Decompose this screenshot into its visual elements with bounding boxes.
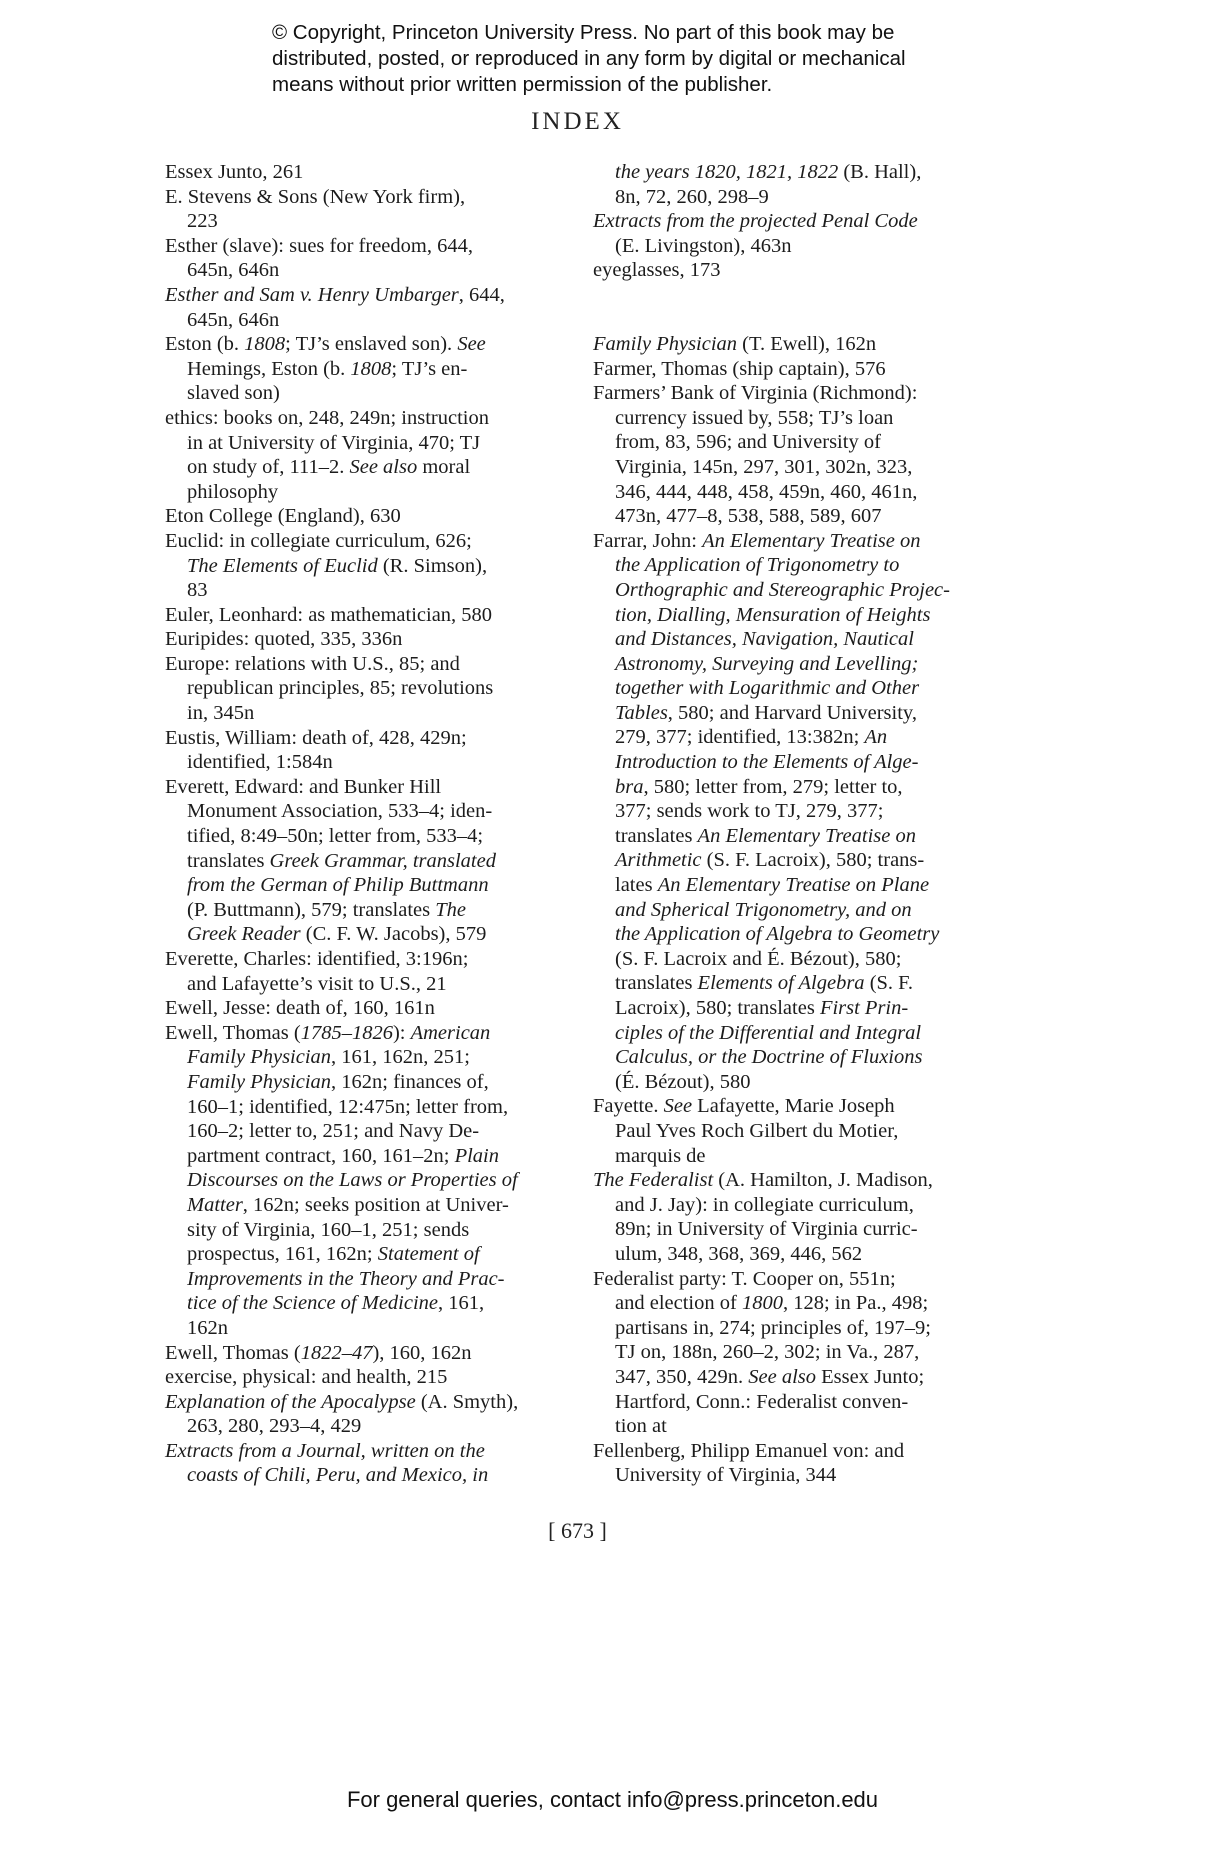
index-entry-line: Eustis, William: death of, 428, 429n; xyxy=(165,726,467,749)
index-entry-line: ulum, 348, 368, 369, 446, 562 xyxy=(615,1242,863,1265)
index-entry-line: Arithmetic (S. F. Lacroix), 580; trans- xyxy=(615,849,925,872)
index-entry xyxy=(165,1365,585,1390)
index-entry-line: philosophy xyxy=(187,480,279,503)
index-entry xyxy=(165,185,585,234)
index-entry-line: marquis de xyxy=(615,1144,706,1167)
index-entry-line: translates Elements of Algebra (S. F. xyxy=(615,972,914,995)
index-entry-line: Ewell, Jesse: death of, 160, 161n xyxy=(165,997,435,1020)
index-entry-line: TJ on, 188n, 260–2, 302; in Va., 287, xyxy=(615,1341,920,1364)
index-entry-line: The Federalist (A. Hamilton, J. Madison, xyxy=(593,1169,933,1192)
index-entry-line: Paul Yves Roch Gilbert du Motier, xyxy=(615,1119,899,1142)
index-entry xyxy=(593,357,1013,382)
page-title: INDEX xyxy=(531,108,624,135)
index-entry-line: Eton College (England), 630 xyxy=(165,505,401,528)
index-entry-line: Essex Junto, 261 xyxy=(165,161,304,183)
index-entry-line: the Application of Algebra to Geometry xyxy=(615,923,940,946)
index-entry-line: and Lafayette’s visit to U.S., 21 xyxy=(187,972,447,995)
section-gap xyxy=(593,283,1013,332)
index-entry-line: Family Physician (T. Ewell), 162n xyxy=(593,332,877,355)
index-entry-line: the years 1820, 1821, 1822 (B. Hall), xyxy=(615,161,922,183)
index-entry-line: and Spherical Trigonometry, and on xyxy=(615,898,912,921)
index-entry-line: in at University of Virginia, 470; TJ xyxy=(187,431,481,454)
copyright-line: means without prior written permission of the publisher. xyxy=(272,73,773,96)
index-entry-line: slaved son) xyxy=(187,382,280,405)
index-entry-line: 645n, 646n xyxy=(187,308,280,331)
index-entry xyxy=(165,726,585,775)
index-entry-line: eyeglasses, 173 xyxy=(593,259,721,282)
index-entry xyxy=(165,1439,585,1488)
index-entry-line: Family Physician, 161, 162n, 251; xyxy=(187,1046,470,1069)
index-entry-line: 160–2; letter to, 251; and Navy De- xyxy=(187,1120,480,1143)
index-entry-line: Esther and Sam v. Henry Umbarger, 644, xyxy=(165,283,505,306)
index-entry-line: Lacroix), 580; translates First Prin- xyxy=(615,997,909,1019)
index-entry xyxy=(165,406,585,504)
index-entry-line: tice of the Science of Medicine, 161, xyxy=(187,1292,485,1315)
index-entry xyxy=(165,996,585,1021)
index-entry-line: 473n, 477–8, 538, 588, 589, 607 xyxy=(615,505,882,528)
index-entry-line: Farrar, John: An Elementary Treatise on xyxy=(593,529,921,552)
footer-contact: For general queries, contact info@press.princeton.edu xyxy=(346,1787,879,1812)
index-entry-line: from the German of Philip Buttmann xyxy=(187,874,489,897)
index-entry-line: and election of 1800, 128; in Pa., 498; xyxy=(615,1292,929,1315)
index-entry xyxy=(165,283,585,332)
index-entry xyxy=(165,1390,585,1439)
index-entry-line: Eston (b. 1808; TJ’s enslaved son). See xyxy=(165,333,486,356)
index-column-left xyxy=(165,160,585,1488)
index-entry-line: Hemings, Eston (b. 1808; TJ’s en- xyxy=(187,357,468,380)
index-entry-line: 89n; in University of Virginia curric- xyxy=(615,1218,918,1241)
index-entry xyxy=(593,1094,1013,1168)
index-entry-line: 346, 444, 448, 458, 459n, 460, 461n, xyxy=(615,480,918,503)
index-entry-line: Introduction to the Elements of Alge- xyxy=(615,751,919,774)
index-entry-line: Fellenberg, Philipp Emanuel von: and xyxy=(593,1439,905,1462)
index-entry-line: 8n, 72, 260, 298–9 xyxy=(615,185,769,208)
index-entry-line: 645n, 646n xyxy=(187,259,280,282)
index-entry-line: University of Virginia, 344 xyxy=(615,1464,837,1487)
page-number: [ 673 ] xyxy=(548,1518,607,1543)
index-entry-line: Federalist party: T. Cooper on, 551n; xyxy=(593,1267,896,1290)
index-entry xyxy=(165,504,585,529)
index-entry xyxy=(593,529,1013,1095)
index-entry-line: Extracts from a Journal, written on the xyxy=(165,1439,485,1462)
index-entry-line: Everette, Charles: identified, 3:196n; xyxy=(165,948,469,970)
index-entry-line: tion at xyxy=(615,1415,667,1438)
index-entry-line: ethics: books on, 248, 249n; instruction xyxy=(165,406,489,429)
index-entry-line: identified, 1:584n xyxy=(187,751,333,774)
index-entry xyxy=(593,332,1013,357)
index-entry-line: Ewell, Thomas (1785–1826): American xyxy=(165,1021,491,1044)
index-entry xyxy=(593,1439,1013,1488)
index-entry xyxy=(165,652,585,726)
index-entry-line: Monument Association, 533–4; iden- xyxy=(187,800,493,823)
index-entry-line: Farmers’ Bank of Virginia (Richmond): xyxy=(593,382,918,405)
copyright-line: distributed, posted, or reproduced in any form by digital or mechanical xyxy=(272,47,906,70)
index-entry-line: Europe: relations with U.S., 85; and xyxy=(165,652,460,675)
index-entry-line: The Elements of Euclid (R. Simson), xyxy=(187,554,488,577)
index-entry-line: 377; sends work to TJ, 279, 377; xyxy=(615,800,884,823)
index-entry-line: Explanation of the Apocalypse (A. Smyth), xyxy=(165,1390,519,1413)
index-entry-line: (É. Bézout), 580 xyxy=(615,1070,751,1093)
index-entry-line: Esther (slave): sues for freedom, 644, xyxy=(165,234,473,257)
index-entry-line: 160–1; identified, 12:475n; letter from, xyxy=(187,1095,509,1118)
index-entry-line: Family Physician, 162n; finances of, xyxy=(187,1070,489,1093)
index-entry-line: currency issued by, 558; TJ’s loan xyxy=(615,406,894,429)
index-entry-line: Improvements in the Theory and Prac- xyxy=(187,1267,505,1290)
index-entry-line: 279, 377; identified, 13:382n; An xyxy=(615,726,888,749)
index-entry-line: translates An Elementary Treatise on xyxy=(615,824,916,847)
index-entry-line: tified, 8:49–50n; letter from, 533–4; xyxy=(187,825,484,848)
index-entry xyxy=(165,775,585,947)
index-entry-line: Fayette. See Lafayette, Marie Joseph xyxy=(593,1095,895,1118)
index-entry-line: E. Stevens & Sons (New York firm), xyxy=(165,185,466,208)
index-entry-line: ciples of the Differential and Integral xyxy=(615,1021,922,1044)
index-entry xyxy=(165,160,585,185)
index-section-e-continued xyxy=(593,160,1013,283)
index-entry-line: Calculus, or the Doctrine of Fluxions xyxy=(615,1046,923,1069)
index-section-f xyxy=(593,332,1013,1488)
index-entry xyxy=(593,160,1013,209)
index-entry-line: coasts of Chili, Peru, and Mexico, in xyxy=(187,1464,489,1487)
index-entry xyxy=(165,529,585,603)
index-entry-line: (E. Livingston), 463n xyxy=(615,234,792,257)
index-entry-line: 347, 350, 429n. See also Essex Junto; xyxy=(615,1365,925,1388)
index-entry xyxy=(165,603,585,628)
index-entry-line: in, 345n xyxy=(187,702,255,725)
index-entry-line: 162n xyxy=(187,1316,228,1339)
index-entry xyxy=(165,1341,585,1366)
index-entry-line: 223 xyxy=(187,210,218,233)
index-entry-line: 263, 280, 293–4, 429 xyxy=(187,1415,362,1438)
index-entry-line: translates Greek Grammar, translated xyxy=(187,849,496,872)
index-entry-line: exercise, physical: and health, 215 xyxy=(165,1366,448,1389)
index-entry-line: Tables, 580; and Harvard University, xyxy=(615,701,917,724)
index-entry-line: partment contract, 160, 161–2n; Plain xyxy=(187,1144,499,1167)
index-entry-line: Orthographic and Stereographic Projec- xyxy=(615,578,950,601)
index-entry-line: Greek Reader (C. F. W. Jacobs), 579 xyxy=(187,923,487,946)
index-entry-line: sity of Virginia, 160–1, 251; sends xyxy=(187,1218,470,1241)
index-entry-line: 83 xyxy=(187,579,208,602)
index-entry-line: and Distances, Navigation, Nautical xyxy=(615,628,914,651)
index-entry-line: and J. Jay): in collegiate curriculum, xyxy=(615,1193,914,1216)
index-entry-line: Hartford, Conn.: Federalist conven- xyxy=(615,1390,909,1413)
copyright-line: © Copyright, Princeton University Press. No part of this book may be xyxy=(272,21,895,44)
index-entry-line: Extracts from the projected Penal Code xyxy=(593,210,918,233)
index-entry-line: republican principles, 85; revolutions xyxy=(187,677,494,700)
index-entry xyxy=(165,627,585,652)
index-entry-line: (S. F. Lacroix and É. Bézout), 580; xyxy=(615,947,902,970)
index-entry-line: Discourses on the Laws or Properties of xyxy=(187,1169,518,1192)
index-entry xyxy=(165,332,585,406)
index-entry xyxy=(165,1021,585,1341)
index-entry-line: (P. Buttmann), 579; translates The xyxy=(187,898,467,921)
index-entry-line: lates An Elementary Treatise on Plane xyxy=(615,874,930,897)
index-entry-line: together with Logarithmic and Other xyxy=(615,677,920,700)
index-entry-line: bra, 580; letter from, 279; letter to, xyxy=(615,775,903,798)
index-entry-line: on study of, 111–2. See also moral xyxy=(187,456,471,479)
copyright-notice xyxy=(272,20,1032,98)
index-entry-line: Astronomy, Surveying and Levelling; xyxy=(615,652,919,675)
index-entry xyxy=(593,1267,1013,1439)
index-entry-line: from, 83, 596; and University of xyxy=(615,431,881,454)
index-entry-line: Euler, Leonhard: as mathematician, 580 xyxy=(165,603,493,626)
index-entry xyxy=(165,947,585,996)
index-entry-line: Euclid: in collegiate curriculum, 626; xyxy=(165,529,472,552)
index-entry-line: the Application of Trigonometry to xyxy=(615,554,900,577)
index-entry xyxy=(593,209,1013,258)
index-entry-line: prospectus, 161, 162n; Statement of xyxy=(187,1243,480,1266)
index-column-right xyxy=(593,160,1013,1488)
index-entry-line: Virginia, 145n, 297, 301, 302n, 323, xyxy=(615,455,913,478)
index-entry-line: Farmer, Thomas (ship captain), 576 xyxy=(593,357,886,380)
index-entry xyxy=(165,234,585,283)
index-entry-line: Euripides: quoted, 335, 336n xyxy=(165,628,403,651)
index-entry-line: Matter, 162n; seeks position at Univer- xyxy=(187,1193,509,1216)
index-entry xyxy=(593,1168,1013,1266)
index-entry xyxy=(593,381,1013,529)
index-entry-line: tion, Dialling, Mensuration of Heights xyxy=(615,603,931,626)
index-entry xyxy=(593,258,1013,283)
index-entry-line: partisans in, 274; principles of, 197–9; xyxy=(615,1316,931,1339)
index-entry-line: Everett, Edward: and Bunker Hill xyxy=(165,775,442,798)
index-entry-line: Ewell, Thomas (1822–47), 160, 162n xyxy=(165,1341,472,1364)
